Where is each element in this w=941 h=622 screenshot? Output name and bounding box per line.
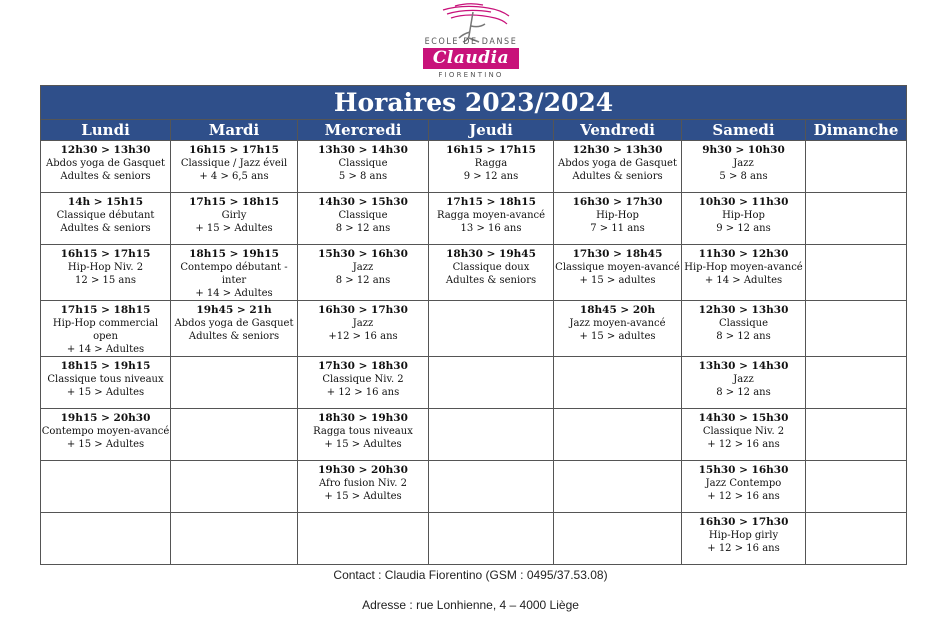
slot-class-name: Jazz moyen-avancé xyxy=(569,318,666,329)
day-header-jeudi: Jeudi xyxy=(429,120,554,141)
empty-slot xyxy=(171,513,298,565)
day-header-vendredi: Vendredi xyxy=(554,120,682,141)
class-slot xyxy=(298,357,429,409)
table-row xyxy=(41,461,907,513)
class-slot xyxy=(554,193,682,245)
slot-time: 15h30 > 16h30 xyxy=(698,464,789,476)
class-slot xyxy=(298,141,429,193)
slot-time: 13h30 > 14h30 xyxy=(698,360,789,372)
day-header-mercredi: Mercredi xyxy=(298,120,429,141)
slot-age-group: + 15 > adultes xyxy=(579,275,656,286)
slot-class-name: Contempo débutant - inter xyxy=(180,262,288,286)
slot-age-group: + 15 > Adultes xyxy=(195,223,273,234)
empty-slot xyxy=(554,409,682,461)
slot-age-group: Adultes & seniors xyxy=(445,275,537,286)
day-header-samedi: Samedi xyxy=(682,120,806,141)
slot-time: 16h30 > 17h30 xyxy=(572,196,663,208)
class-slot xyxy=(298,245,429,301)
slot-time: 17h30 > 18h30 xyxy=(318,360,408,372)
slot-age-group: + 15 > Adultes xyxy=(324,491,402,502)
slot-class-name: Afro fusion Niv. 2 xyxy=(319,478,407,489)
contact-text: Contact : Claudia Fiorentino (GSM : 0495/37.53.08) xyxy=(333,568,608,582)
class-slot xyxy=(298,193,429,245)
slot-time: 16h15 > 17h15 xyxy=(189,144,279,156)
table-row xyxy=(41,301,907,357)
class-slot xyxy=(682,357,806,409)
empty-slot xyxy=(429,301,554,357)
empty-slot xyxy=(806,301,907,357)
slot-age-group: + 14 > Adultes xyxy=(704,275,783,286)
class-slot xyxy=(298,461,429,513)
slot-age-group: +12 > 16 ans xyxy=(328,331,398,342)
slot-age-group: + 15 > adultes xyxy=(579,331,656,342)
class-slot xyxy=(171,245,298,301)
slot-age-group: + 12 > 16 ans xyxy=(707,439,780,450)
class-slot xyxy=(298,301,429,357)
slot-time: 11h30 > 12h30 xyxy=(698,248,789,260)
slot-class-name: Classique doux xyxy=(452,262,530,273)
slot-time: 15h30 > 16h30 xyxy=(318,248,408,260)
slot-time: 13h30 > 14h30 xyxy=(318,144,408,156)
slot-age-group: 13 > 16 ans xyxy=(460,223,522,234)
slot-time: 12h30 > 13h30 xyxy=(698,304,789,316)
table-row xyxy=(41,357,907,409)
slot-age-group: 5 > 8 ans xyxy=(338,171,388,182)
empty-slot xyxy=(806,357,907,409)
table-row xyxy=(41,245,907,301)
slot-age-group: 12 > 15 ans xyxy=(75,275,136,286)
slot-class-name: Girly xyxy=(221,210,247,221)
class-slot xyxy=(554,245,682,301)
slot-age-group: + 12 > 16 ans xyxy=(707,491,780,502)
slot-age-group: 8 > 12 ans xyxy=(716,331,771,342)
slot-class-name: Abdos yoga de Gasquet xyxy=(174,318,294,329)
slot-class-name: Classique tous niveaux xyxy=(47,374,164,385)
table-row xyxy=(41,513,907,565)
slot-time: 14h30 > 15h30 xyxy=(698,412,789,424)
class-slot xyxy=(41,245,171,301)
slot-age-group: 8 > 12 ans xyxy=(716,387,771,398)
slot-class-name: Classique moyen-avancé xyxy=(555,262,680,273)
slot-class-name: Classique débutant xyxy=(56,210,155,221)
slot-class-name: Hip-Hop xyxy=(722,210,765,221)
slot-age-group: 9 > 12 ans xyxy=(716,223,771,234)
slot-time: 18h45 > 20h xyxy=(579,304,656,316)
slot-time: 12h30 > 13h30 xyxy=(60,144,151,156)
slot-time: 14h30 > 15h30 xyxy=(318,196,408,208)
empty-slot xyxy=(806,245,907,301)
page-title: Horaires 2023/2024 xyxy=(41,86,907,120)
slot-time: 9h30 > 10h30 xyxy=(702,144,785,156)
class-slot xyxy=(682,141,806,193)
slot-age-group: 8 > 12 ans xyxy=(335,223,391,234)
class-slot xyxy=(41,301,171,357)
class-slot xyxy=(171,193,298,245)
empty-slot xyxy=(554,513,682,565)
table-row xyxy=(41,409,907,461)
class-slot xyxy=(682,409,806,461)
slot-age-group: 8 > 12 ans xyxy=(335,275,391,286)
empty-slot xyxy=(554,461,682,513)
slot-class-name: Hip-Hop xyxy=(596,210,639,221)
empty-slot xyxy=(429,409,554,461)
class-slot xyxy=(682,461,806,513)
slot-class-name: Abdos yoga de Gasquet xyxy=(46,158,165,169)
slot-class-name: Jazz xyxy=(352,262,374,273)
empty-slot xyxy=(171,409,298,461)
slot-class-name: Ragga xyxy=(474,158,508,169)
slot-time: 16h15 > 17h15 xyxy=(60,248,151,260)
class-slot xyxy=(429,141,554,193)
empty-slot xyxy=(806,461,907,513)
slot-class-name: Classique xyxy=(338,210,388,221)
slot-age-group: + 14 > Adultes xyxy=(195,288,273,299)
schedule-body xyxy=(41,141,907,565)
slot-class-name: Hip-Hop commercial open xyxy=(52,318,159,342)
class-slot xyxy=(171,301,298,357)
slot-class-name: Classique xyxy=(718,318,769,329)
slot-class-name: Classique Niv. 2 xyxy=(322,374,404,385)
slot-time: 14h > 15h15 xyxy=(67,196,144,208)
slot-age-group: Adultes & seniors xyxy=(572,171,663,182)
slot-time: 18h15 > 19h15 xyxy=(189,248,279,260)
slot-class-name: Ragga tous niveaux xyxy=(313,426,413,437)
logo-top-text: ECOLE DE DANSE xyxy=(424,36,518,47)
slot-class-name: Jazz xyxy=(733,374,754,385)
day-header-lundi: Lundi xyxy=(41,120,171,141)
empty-slot xyxy=(41,461,171,513)
empty-slot xyxy=(41,513,171,565)
empty-slot xyxy=(429,357,554,409)
class-slot xyxy=(171,141,298,193)
empty-slot xyxy=(806,193,907,245)
slot-class-name: Hip-Hop Niv. 2 xyxy=(67,262,144,273)
slot-age-group: Adultes & seniors xyxy=(60,223,151,234)
slot-time: 16h15 > 17h15 xyxy=(446,144,536,156)
slot-age-group: + 4 > 6,5 ans xyxy=(199,171,269,182)
slot-time: 16h30 > 17h30 xyxy=(318,304,408,316)
class-slot xyxy=(41,357,171,409)
slot-class-name: Abdos yoga de Gasquet xyxy=(558,158,677,169)
address-text: Adresse : rue Lonhienne, 4 – 4000 Liège xyxy=(362,598,579,612)
slot-age-group: Adultes & seniors xyxy=(188,331,280,342)
slot-age-group: + 15 > Adultes xyxy=(66,387,145,398)
slot-class-name: Classique xyxy=(338,158,388,169)
slot-time: 18h30 > 19h30 xyxy=(318,412,408,424)
slot-age-group: + 12 > 16 ans xyxy=(326,387,400,398)
slot-age-group: Adultes & seniors xyxy=(60,171,151,182)
class-slot xyxy=(682,513,806,565)
slot-age-group: 9 > 12 ans xyxy=(463,171,519,182)
table-row xyxy=(41,141,907,193)
empty-slot xyxy=(806,513,907,565)
slot-time: 19h15 > 20h30 xyxy=(60,412,151,424)
slot-class-name: Jazz Contempo xyxy=(705,478,782,489)
slot-time: 17h30 > 18h45 xyxy=(572,248,663,260)
day-header-mardi: Mardi xyxy=(171,120,298,141)
slot-class-name: Jazz xyxy=(352,318,374,329)
class-slot xyxy=(554,301,682,357)
logo-bottom-text: FIORENTINO xyxy=(438,71,504,79)
day-header-dimanche: Dimanche xyxy=(806,120,907,141)
slot-time: 18h15 > 19h15 xyxy=(60,360,151,372)
slot-class-name: Ragga moyen-avancé xyxy=(436,210,546,221)
empty-slot xyxy=(171,357,298,409)
slot-age-group: + 14 > Adultes xyxy=(66,344,145,355)
slot-time: 17h15 > 18h15 xyxy=(189,196,279,208)
slot-class-name: Classique Niv. 2 xyxy=(702,426,785,437)
empty-slot xyxy=(806,141,907,193)
slot-time: 17h15 > 18h15 xyxy=(60,304,151,316)
slot-age-group: + 15 > Adultes xyxy=(66,439,145,450)
empty-slot xyxy=(554,357,682,409)
empty-slot xyxy=(429,461,554,513)
day-header-row xyxy=(41,120,907,141)
slot-class-name: Hip-Hop girly xyxy=(708,530,779,541)
slot-time: 18h30 > 19h45 xyxy=(446,248,536,260)
slot-time: 17h15 > 18h15 xyxy=(446,196,536,208)
empty-slot xyxy=(298,513,429,565)
class-slot xyxy=(429,193,554,245)
logo-name-banner: Claudia xyxy=(423,48,519,69)
class-slot xyxy=(682,245,806,301)
slot-age-group: + 15 > Adultes xyxy=(324,439,402,450)
class-slot xyxy=(298,409,429,461)
class-slot xyxy=(682,193,806,245)
slot-age-group: 5 > 8 ans xyxy=(719,171,768,182)
slot-time: 19h45 > 21h xyxy=(196,304,272,316)
schedule-table xyxy=(40,85,907,565)
slot-time: 10h30 > 11h30 xyxy=(698,196,789,208)
class-slot xyxy=(554,141,682,193)
class-slot xyxy=(429,245,554,301)
class-slot xyxy=(682,301,806,357)
slot-class-name: Hip-Hop moyen-avancé xyxy=(684,262,803,273)
class-slot xyxy=(41,193,171,245)
slot-class-name: Contempo moyen-avancé xyxy=(41,426,170,437)
slot-time: 12h30 > 13h30 xyxy=(572,144,663,156)
slot-age-group: + 12 > 16 ans xyxy=(707,543,780,554)
empty-slot xyxy=(171,461,298,513)
slot-time: 19h30 > 20h30 xyxy=(318,464,408,476)
class-slot xyxy=(41,141,171,193)
slot-class-name: Classique / Jazz éveil xyxy=(180,158,288,169)
empty-slot xyxy=(806,409,907,461)
class-slot xyxy=(41,409,171,461)
slot-age-group: 7 > 11 ans xyxy=(590,223,645,234)
empty-slot xyxy=(429,513,554,565)
slot-time: 16h30 > 17h30 xyxy=(698,516,789,528)
school-logo xyxy=(419,2,523,82)
table-row xyxy=(41,193,907,245)
slot-class-name: Jazz xyxy=(733,158,754,169)
